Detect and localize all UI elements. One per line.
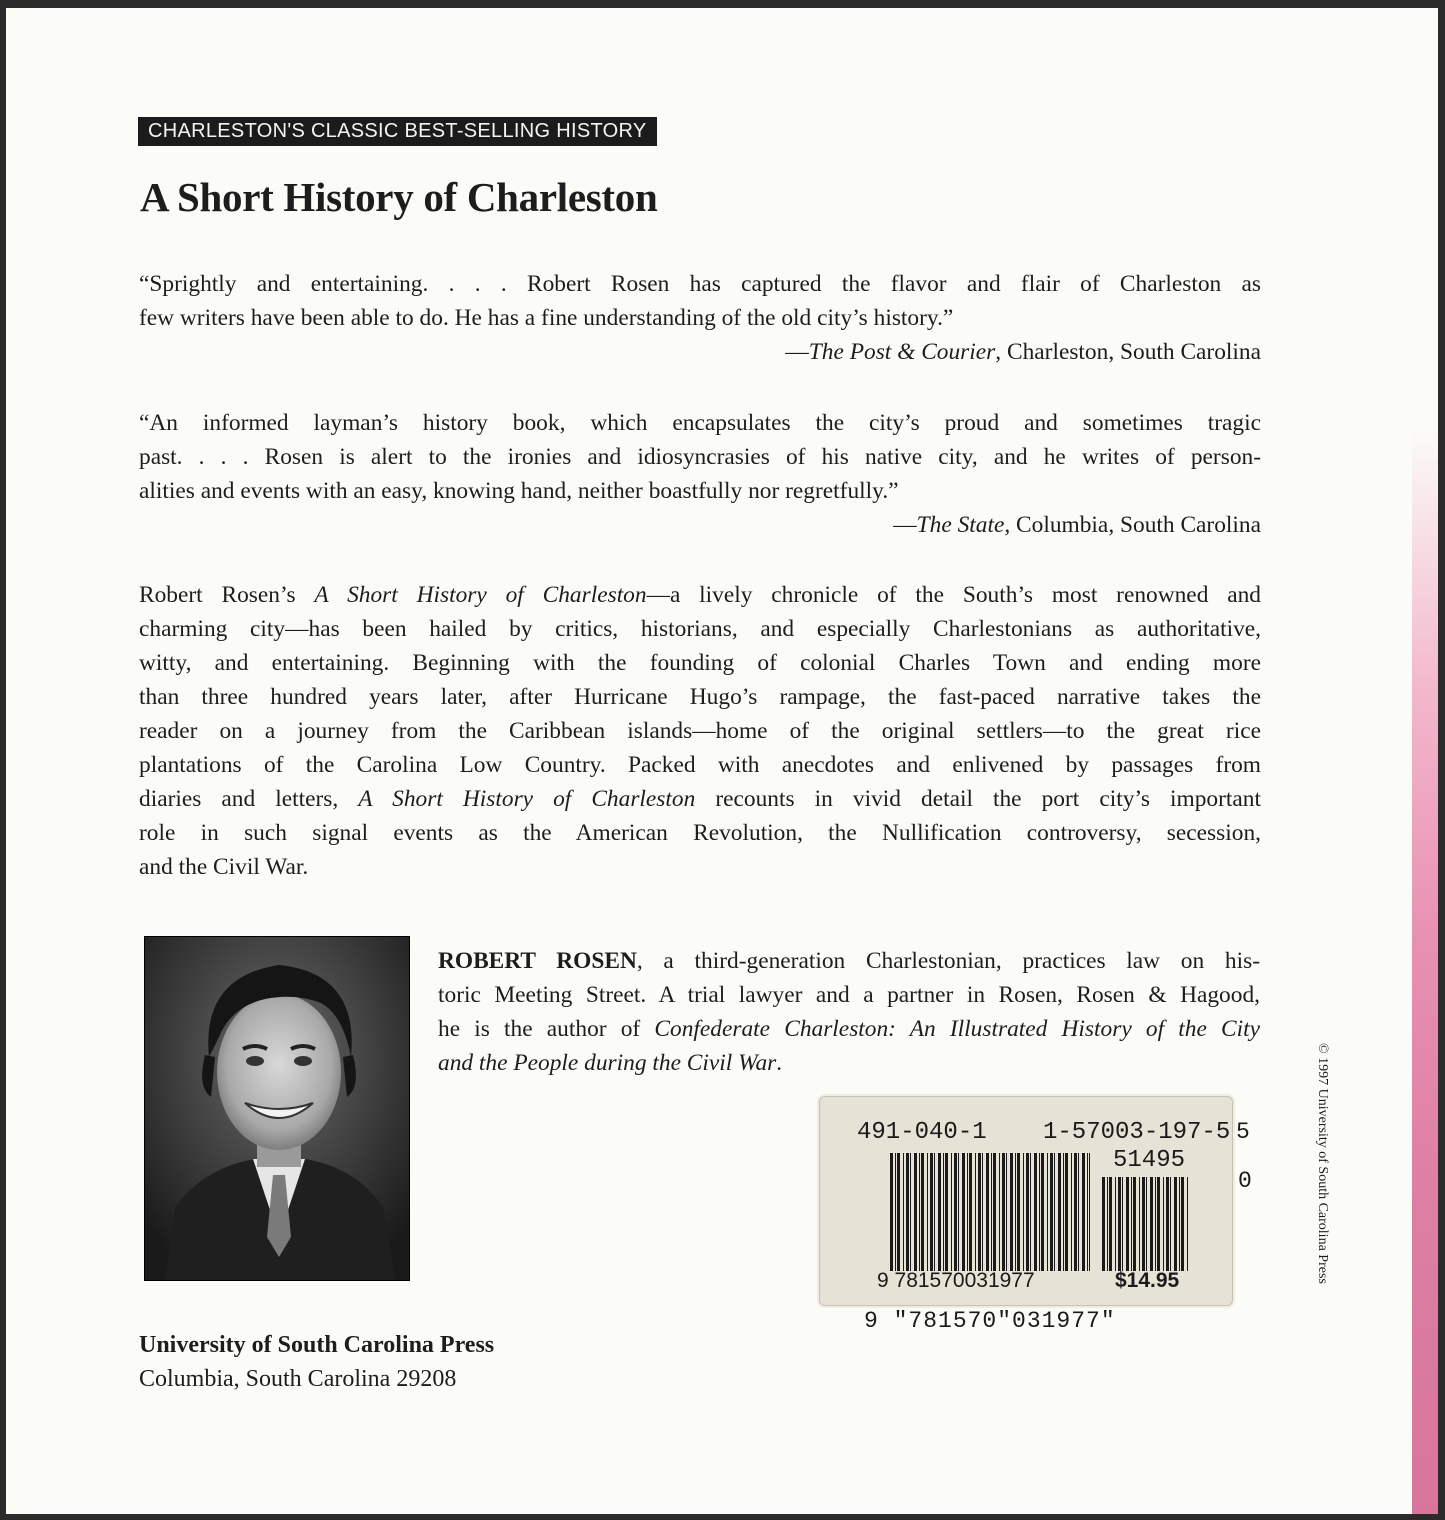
description-line: diaries and letters, A Short History of Charleston recounts in vivid detail the port city’s important bbox=[139, 786, 1261, 812]
isbn-barcode bbox=[890, 1153, 1090, 1271]
book-description bbox=[139, 578, 1261, 884]
sticker-price-code: 51495 bbox=[1113, 1147, 1186, 1174]
quote-attribution: —The Post & Courier, Charleston, South Carolina bbox=[785, 339, 1261, 365]
price-barcode bbox=[1102, 1177, 1190, 1271]
description-line: reader on a journey from the Caribbean islands—home of the original settlers—to the great rice bbox=[139, 718, 1261, 744]
header-badge: CHARLESTON'S CLASSIC BEST-SELLING HISTORY bbox=[138, 117, 657, 146]
description-line: role in such signal events as the American Revolution, the Nullification controversy, secession, bbox=[139, 820, 1261, 846]
bio-line: toric Meeting Street. A trial lawyer and a partner in Rosen, Rosen & Hagood, bbox=[438, 982, 1260, 1008]
publisher-address: Columbia, South Carolina 29208 bbox=[139, 1366, 457, 1392]
description-line: plantations of the Carolina Low Country. Packed with anecdotes and enlivened by passages from bbox=[139, 752, 1261, 778]
quote-attribution: —The State, Columbia, South Carolina bbox=[893, 512, 1261, 538]
bio-line: ROBERT ROSEN, a third-generation Charlestonian, practices law on his- bbox=[438, 948, 1260, 974]
description-line: and the Civil War. bbox=[139, 854, 309, 880]
underlying-zero: 0 bbox=[1238, 1168, 1252, 1194]
bio-line: he is the author of Confederate Charleston: An Illustrated History of the City bbox=[438, 1016, 1260, 1042]
description-line: witty, and entertaining. Beginning with the founding of colonial Charles Town and ending more bbox=[139, 650, 1261, 676]
description-line: charming city—has been hailed by critics, historians, and especially Charlestonians as authoritative, bbox=[139, 616, 1261, 642]
author-photo bbox=[144, 936, 410, 1281]
publisher-imprint bbox=[139, 1328, 494, 1396]
book-title: A Short History of Charleston bbox=[140, 174, 658, 220]
sticker-price: $14.95 bbox=[1115, 1269, 1180, 1292]
review-quote-2 bbox=[139, 406, 1261, 542]
publisher-name: University of South Carolina Press bbox=[139, 1332, 495, 1358]
underlying-isbn: 9 "781570"031977" bbox=[864, 1308, 1116, 1334]
review-quote-1 bbox=[139, 267, 1261, 369]
quote-line: past. . . . Rosen is alert to the ironies and idiosyncrasies of his native city, and he writes of person- bbox=[139, 444, 1261, 470]
author-portrait-icon bbox=[145, 937, 409, 1280]
copyright-notice: © 1997 University of South Carolina Press bbox=[1315, 1043, 1330, 1284]
book-back-cover bbox=[6, 8, 1438, 1514]
quote-line: “An informed layman’s history book, which encapsulates the city’s proud and sometimes tragic bbox=[139, 410, 1261, 436]
sticker-code-left: 491-040-1 bbox=[857, 1119, 987, 1146]
description-line: than three hundred years later, after Hurricane Hugo’s rampage, the fast-paced narrative takes the bbox=[139, 684, 1261, 710]
price-sticker bbox=[819, 1096, 1233, 1306]
author-bio bbox=[438, 944, 1260, 1080]
quote-line: alities and events with an easy, knowing hand, neither boastfully nor regretfully.” bbox=[139, 478, 899, 504]
sticker-isbn-text: 9 781570031977 bbox=[877, 1269, 1035, 1292]
quote-line: “Sprightly and entertaining. . . . Robert Rosen has captured the flavor and flair of Charleston as bbox=[139, 271, 1261, 297]
description-line: Robert Rosen’s A Short History of Charleston—a lively chronicle of the South’s most renowned and bbox=[139, 582, 1261, 608]
bio-line: and the People during the Civil War. bbox=[438, 1050, 783, 1076]
sticker-code-right: 1-57003-197-5 bbox=[1043, 1119, 1231, 1146]
quote-line: few writers have been able to do. He has a fine understanding of the old city’s history.” bbox=[139, 305, 954, 331]
underlying-code-tail: 5 bbox=[1236, 1119, 1250, 1145]
spine-edge-color bbox=[1412, 8, 1438, 1514]
